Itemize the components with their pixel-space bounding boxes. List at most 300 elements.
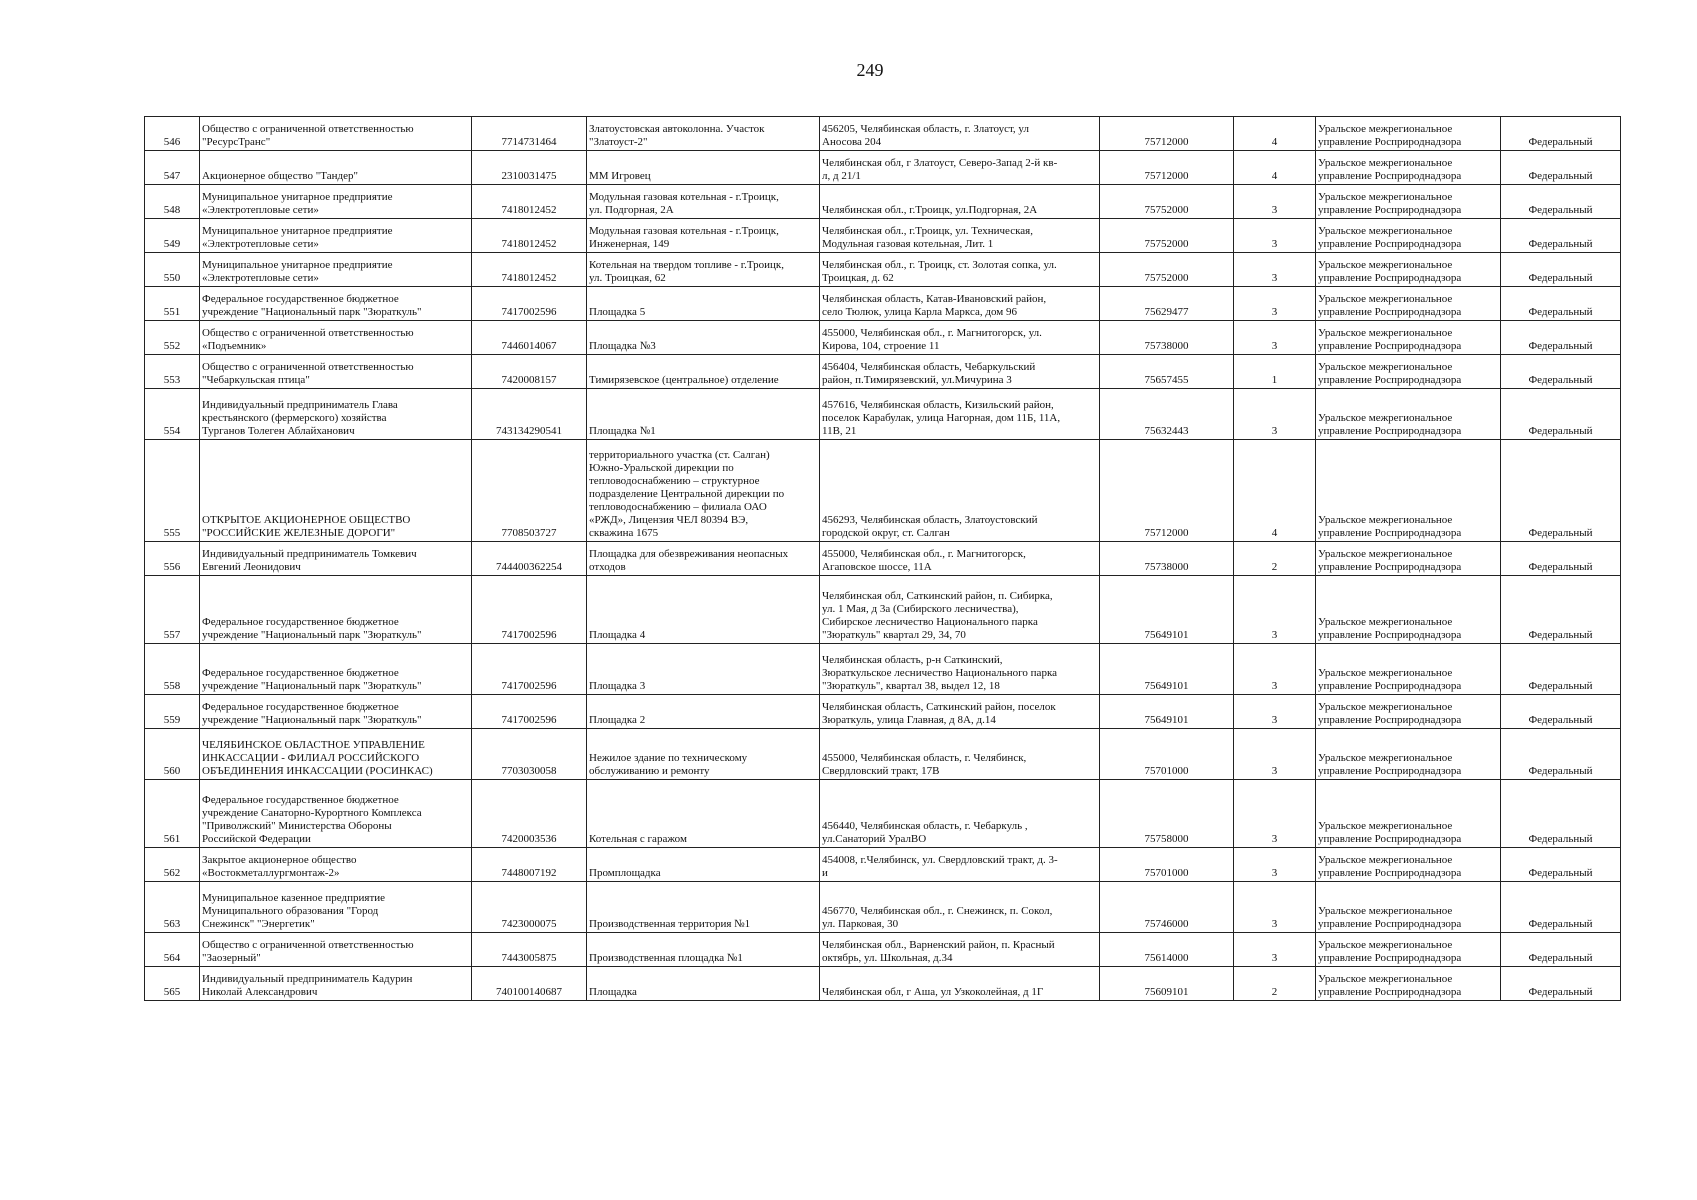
object-address: Челябинская обл., г.Троицк, ул. Техническая, Модульная газовая котельная, Лит. 1 bbox=[822, 225, 1033, 250]
row-number: 564 bbox=[163, 952, 181, 964]
table-body bbox=[145, 117, 1621, 1001]
organization-name-cell bbox=[200, 542, 472, 576]
object-name-cell bbox=[587, 967, 820, 1001]
supervisory-authority-cell bbox=[1316, 695, 1501, 729]
object-address-cell bbox=[820, 967, 1100, 1001]
risk-category: 3 bbox=[1271, 425, 1278, 437]
inn-code-cell bbox=[472, 117, 587, 151]
risk-category-cell bbox=[1234, 729, 1316, 780]
organization-name-cell bbox=[200, 848, 472, 882]
inn-code: 7714731464 bbox=[501, 136, 557, 148]
object-address: Челябинская область, Саткинский район, поселок Зюраткуль, улица Главная, д 8А, д.14 bbox=[822, 701, 1056, 726]
row-number: 556 bbox=[163, 561, 181, 573]
supervisory-authority: Уральское межрегиональное управление Росприроднадзора bbox=[1318, 327, 1462, 352]
risk-category-cell bbox=[1234, 151, 1316, 185]
inn-code-cell bbox=[472, 729, 587, 780]
object-name-cell bbox=[587, 219, 820, 253]
object-name: Площадка №1 bbox=[589, 425, 656, 437]
supervision-level: Федеральный bbox=[1528, 306, 1593, 318]
supervision-level: Федеральный bbox=[1528, 272, 1593, 284]
oktmo-code: 75738000 bbox=[1144, 561, 1189, 573]
oktmo-code: 75752000 bbox=[1144, 272, 1189, 284]
oktmo-code: 75609101 bbox=[1144, 986, 1189, 998]
organization-name: Муниципальное унитарное предприятие «Электротепловые сети» bbox=[202, 225, 393, 250]
supervisory-authority-cell bbox=[1316, 253, 1501, 287]
row-number-cell bbox=[145, 185, 200, 219]
row-number: 561 bbox=[163, 833, 181, 845]
object-name-cell bbox=[587, 440, 820, 542]
object-address-cell bbox=[820, 695, 1100, 729]
risk-category: 3 bbox=[1271, 272, 1278, 284]
object-name: Площадка для обезвреживания неопасных отходов bbox=[589, 548, 789, 573]
table-row bbox=[145, 967, 1621, 1001]
supervision-level: Федеральный bbox=[1528, 629, 1593, 641]
supervision-level-cell bbox=[1501, 644, 1621, 695]
oktmo-code-cell bbox=[1100, 151, 1234, 185]
table-row bbox=[145, 933, 1621, 967]
oktmo-code-cell bbox=[1100, 644, 1234, 695]
supervisory-authority: Уральское межрегиональное управление Росприроднадзора bbox=[1318, 820, 1462, 845]
supervision-level: Федеральный bbox=[1528, 867, 1593, 879]
object-name-cell bbox=[587, 321, 820, 355]
risk-category: 2 bbox=[1271, 561, 1278, 573]
oktmo-code-cell bbox=[1100, 355, 1234, 389]
object-address: Челябинская обл, г Аша, ул Узкоколейная, д 1Г bbox=[822, 986, 1044, 998]
supervision-level-cell bbox=[1501, 933, 1621, 967]
inn-code: 744400362254 bbox=[496, 561, 562, 573]
object-address: Челябинская обл., г.Троицк, ул.Подгорная, 2А bbox=[822, 204, 1038, 216]
supervisory-authority: Уральское межрегиональное управление Росприроднадзора bbox=[1318, 854, 1462, 879]
inn-code: 2310031475 bbox=[501, 170, 557, 182]
supervisory-authority-cell bbox=[1316, 882, 1501, 933]
supervisory-authority: Уральское межрегиональное управление Росприроднадзора bbox=[1318, 412, 1462, 437]
inn-code: 7420003536 bbox=[501, 833, 557, 845]
oktmo-code-cell bbox=[1100, 542, 1234, 576]
supervision-level-cell bbox=[1501, 695, 1621, 729]
supervisory-authority-cell bbox=[1316, 185, 1501, 219]
risk-category-cell bbox=[1234, 185, 1316, 219]
supervisory-authority: Уральское межрегиональное управление Росприроднадзора bbox=[1318, 123, 1462, 148]
risk-category-cell bbox=[1234, 644, 1316, 695]
oktmo-code-cell bbox=[1100, 389, 1234, 440]
supervisory-authority-cell bbox=[1316, 780, 1501, 848]
supervisory-authority: Уральское межрегиональное управление Росприроднадзора bbox=[1318, 157, 1462, 182]
page-number: 249 bbox=[856, 60, 884, 80]
organization-name-cell bbox=[200, 695, 472, 729]
risk-category: 4 bbox=[1271, 136, 1278, 148]
supervisory-authority-cell bbox=[1316, 219, 1501, 253]
object-address: 454008, г.Челябинск, ул. Свердловский тракт, д. 3- и bbox=[822, 854, 1058, 879]
organization-name-cell bbox=[200, 780, 472, 848]
object-name-cell bbox=[587, 151, 820, 185]
supervisory-authority: Уральское межрегиональное управление Росприроднадзора bbox=[1318, 293, 1462, 318]
supervisory-authority: Уральское межрегиональное управление Росприроднадзора bbox=[1318, 191, 1462, 216]
row-number: 559 bbox=[163, 714, 181, 726]
supervisory-authority-cell bbox=[1316, 967, 1501, 1001]
row-number: 552 bbox=[163, 340, 181, 352]
row-number: 563 bbox=[163, 918, 181, 930]
supervisory-authority: Уральское межрегиональное управление Росприроднадзора bbox=[1318, 225, 1462, 250]
row-number-cell bbox=[145, 321, 200, 355]
table-row bbox=[145, 389, 1621, 440]
inn-code-cell bbox=[472, 321, 587, 355]
table-row bbox=[145, 117, 1621, 151]
inn-code-cell bbox=[472, 695, 587, 729]
inn-code-cell bbox=[472, 219, 587, 253]
supervisory-authority-cell bbox=[1316, 848, 1501, 882]
organization-name: Федеральное государственное бюджетное учреждение Санаторно-Курортного Комплекса "Приволжский" Министерства Обороны Российской Федерации bbox=[202, 794, 422, 845]
inn-code-cell bbox=[472, 933, 587, 967]
risk-category: 3 bbox=[1271, 918, 1278, 930]
object-address-cell bbox=[820, 542, 1100, 576]
table-row bbox=[145, 848, 1621, 882]
organization-name: Общество с ограниченной ответственностью «Подъемник» bbox=[202, 327, 414, 352]
object-address-cell bbox=[820, 117, 1100, 151]
object-name: Площадка 3 bbox=[589, 680, 646, 692]
row-number: 560 bbox=[163, 765, 181, 777]
oktmo-code-cell bbox=[1100, 882, 1234, 933]
supervisory-authority-cell bbox=[1316, 576, 1501, 644]
risk-category-cell bbox=[1234, 287, 1316, 321]
object-name: Площадка 2 bbox=[589, 714, 646, 726]
row-number: 548 bbox=[163, 204, 181, 216]
supervision-level-cell bbox=[1501, 185, 1621, 219]
oktmo-code: 75738000 bbox=[1144, 340, 1189, 352]
registry-table bbox=[144, 116, 1621, 1001]
supervisory-authority-cell bbox=[1316, 287, 1501, 321]
supervisory-authority-cell bbox=[1316, 117, 1501, 151]
inn-code: 7423000075 bbox=[501, 918, 557, 930]
organization-name: Индивидуальный предприниматель Томкевич Евгений Леонидович bbox=[202, 548, 417, 573]
organization-name-cell bbox=[200, 253, 472, 287]
object-address-cell bbox=[820, 882, 1100, 933]
object-name: Производственная территория №1 bbox=[589, 918, 751, 930]
supervision-level-cell bbox=[1501, 117, 1621, 151]
supervisory-authority: Уральское межрегиональное управление Росприроднадзора bbox=[1318, 973, 1462, 998]
oktmo-code: 75614000 bbox=[1144, 952, 1189, 964]
row-number-cell bbox=[145, 695, 200, 729]
oktmo-code-cell bbox=[1100, 933, 1234, 967]
risk-category-cell bbox=[1234, 882, 1316, 933]
supervision-level-cell bbox=[1501, 287, 1621, 321]
oktmo-code-cell bbox=[1100, 321, 1234, 355]
supervisory-authority: Уральское межрегиональное управление Росприроднадзора bbox=[1318, 701, 1462, 726]
organization-name-cell bbox=[200, 151, 472, 185]
object-name-cell bbox=[587, 644, 820, 695]
risk-category-cell bbox=[1234, 695, 1316, 729]
row-number: 550 bbox=[163, 272, 181, 284]
inn-code-cell bbox=[472, 185, 587, 219]
risk-category: 3 bbox=[1271, 952, 1278, 964]
inn-code: 7708503727 bbox=[501, 527, 557, 539]
risk-category-cell bbox=[1234, 933, 1316, 967]
supervisory-authority: Уральское межрегиональное управление Росприроднадзора bbox=[1318, 514, 1462, 539]
table-row bbox=[145, 780, 1621, 848]
inn-code-cell bbox=[472, 151, 587, 185]
inn-code-cell bbox=[472, 389, 587, 440]
supervision-level: Федеральный bbox=[1528, 204, 1593, 216]
oktmo-code: 75746000 bbox=[1144, 918, 1189, 930]
supervision-level: Федеральный bbox=[1528, 561, 1593, 573]
supervisory-authority: Уральское межрегиональное управление Росприроднадзора bbox=[1318, 752, 1462, 777]
object-name: Площадка 5 bbox=[589, 306, 646, 318]
object-name: Златоустовская автоколонна. Участок "Златоуст-2" bbox=[589, 123, 765, 148]
object-name: Площадка 4 bbox=[589, 629, 646, 641]
object-name: Модульная газовая котельная - г.Троицк, ул. Подгорная, 2А bbox=[589, 191, 779, 216]
organization-name-cell bbox=[200, 389, 472, 440]
oktmo-code: 75712000 bbox=[1144, 527, 1189, 539]
object-address: 455000, Челябинская обл., г. Магнитогорск, Агаповское шоссе, 11А bbox=[822, 548, 1026, 573]
organization-name: Федеральное государственное бюджетное учреждение "Национальный парк "Зюраткуль" bbox=[202, 667, 422, 692]
supervisory-authority-cell bbox=[1316, 644, 1501, 695]
inn-code-cell bbox=[472, 253, 587, 287]
object-name-cell bbox=[587, 695, 820, 729]
object-name-cell bbox=[587, 576, 820, 644]
supervisory-authority: Уральское межрегиональное управление Росприроднадзора bbox=[1318, 616, 1462, 641]
oktmo-code: 75649101 bbox=[1144, 714, 1189, 726]
inn-code: 7418012452 bbox=[501, 272, 557, 284]
row-number: 554 bbox=[163, 425, 181, 437]
risk-category-cell bbox=[1234, 219, 1316, 253]
supervisory-authority: Уральское межрегиональное управление Росприроднадзора bbox=[1318, 939, 1462, 964]
object-name-cell bbox=[587, 185, 820, 219]
object-address-cell bbox=[820, 219, 1100, 253]
row-number: 555 bbox=[163, 527, 181, 539]
oktmo-code: 75632443 bbox=[1144, 425, 1189, 437]
object-name: Площадка bbox=[589, 986, 637, 998]
organization-name-cell bbox=[200, 882, 472, 933]
risk-category-cell bbox=[1234, 389, 1316, 440]
row-number: 557 bbox=[163, 629, 181, 641]
supervision-level-cell bbox=[1501, 576, 1621, 644]
inn-code: 7420008157 bbox=[501, 374, 557, 386]
object-address: Челябинская область, Катав-Ивановский район, село Тюлюк, улица Карла Маркса, дом 96 bbox=[822, 293, 1047, 318]
inn-code: 7446014067 bbox=[501, 340, 557, 352]
object-name: Нежилое здание по техническому обслуживанию и ремонту bbox=[589, 752, 748, 777]
row-number-cell bbox=[145, 389, 200, 440]
oktmo-code-cell bbox=[1100, 780, 1234, 848]
inn-code-cell bbox=[472, 780, 587, 848]
inn-code: 7703030058 bbox=[501, 765, 557, 777]
oktmo-code-cell bbox=[1100, 253, 1234, 287]
supervision-level-cell bbox=[1501, 440, 1621, 542]
object-address: Челябинская обл, Саткинский район, п. Сибирка, ул. 1 Мая, д 3а (Сибирского лесничества), Сибирское лесничество Национального парка "Зюраткуль" квартал 29, 34, 70 bbox=[822, 590, 1053, 641]
oktmo-code: 75701000 bbox=[1144, 765, 1189, 777]
row-number-cell bbox=[145, 117, 200, 151]
risk-category: 4 bbox=[1271, 527, 1278, 539]
inn-code-cell bbox=[472, 576, 587, 644]
object-address: 457616, Челябинская область, Кизильский район, поселок Карабулак, улица Нагорная, дом 11Б, 11А, 11В, 21 bbox=[822, 399, 1061, 437]
risk-category: 3 bbox=[1271, 867, 1278, 879]
object-address-cell bbox=[820, 933, 1100, 967]
organization-name: Общество с ограниченной ответственностью "Заозерный" bbox=[202, 939, 414, 964]
supervision-level: Федеральный bbox=[1528, 238, 1593, 250]
organization-name: Муниципальное казенное предприятие Муниципального образования "Город Снежинск" "Энергетик" bbox=[202, 892, 386, 930]
organization-name: Федеральное государственное бюджетное учреждение "Национальный парк "Зюраткуль" bbox=[202, 701, 422, 726]
oktmo-code: 75649101 bbox=[1144, 680, 1189, 692]
oktmo-code: 75649101 bbox=[1144, 629, 1189, 641]
risk-category: 3 bbox=[1271, 680, 1278, 692]
supervision-level: Федеральный bbox=[1528, 136, 1593, 148]
row-number: 558 bbox=[163, 680, 181, 692]
oktmo-code: 75712000 bbox=[1144, 136, 1189, 148]
table-row bbox=[145, 576, 1621, 644]
organization-name-cell bbox=[200, 644, 472, 695]
object-address-cell bbox=[820, 355, 1100, 389]
supervision-level-cell bbox=[1501, 882, 1621, 933]
row-number-cell bbox=[145, 780, 200, 848]
risk-category: 3 bbox=[1271, 204, 1278, 216]
organization-name-cell bbox=[200, 185, 472, 219]
object-address-cell bbox=[820, 644, 1100, 695]
row-number: 565 bbox=[163, 986, 181, 998]
supervisory-authority-cell bbox=[1316, 355, 1501, 389]
table-row bbox=[145, 644, 1621, 695]
organization-name-cell bbox=[200, 219, 472, 253]
inn-code: 7443005875 bbox=[501, 952, 557, 964]
supervisory-authority: Уральское межрегиональное управление Росприроднадзора bbox=[1318, 667, 1462, 692]
organization-name: Муниципальное унитарное предприятие «Электротепловые сети» bbox=[202, 191, 393, 216]
oktmo-code-cell bbox=[1100, 185, 1234, 219]
risk-category-cell bbox=[1234, 542, 1316, 576]
inn-code: 7417002596 bbox=[501, 629, 557, 641]
row-number: 547 bbox=[163, 170, 181, 182]
supervision-level: Федеральный bbox=[1528, 527, 1593, 539]
organization-name: ЧЕЛЯБИНСКОЕ ОБЛАСТНОЕ УПРАВЛЕНИЕ ИНКАССАЦИИ - ФИЛИАЛ РОССИЙСКОГО ОБЪЕДИНЕНИЯ ИНКАССАЦИИ (РОСИНКАС) bbox=[202, 739, 433, 777]
supervision-level: Федеральный bbox=[1528, 952, 1593, 964]
row-number-cell bbox=[145, 729, 200, 780]
supervisory-authority-cell bbox=[1316, 151, 1501, 185]
supervision-level-cell bbox=[1501, 321, 1621, 355]
organization-name: Общество с ограниченной ответственностью "РесурсТранс" bbox=[202, 123, 414, 148]
supervision-level-cell bbox=[1501, 729, 1621, 780]
supervision-level: Федеральный bbox=[1528, 986, 1593, 998]
row-number-cell bbox=[145, 848, 200, 882]
supervision-level: Федеральный bbox=[1528, 918, 1593, 930]
oktmo-code-cell bbox=[1100, 576, 1234, 644]
object-name: Промплощадка bbox=[589, 867, 661, 879]
oktmo-code-cell bbox=[1100, 695, 1234, 729]
object-name-cell bbox=[587, 355, 820, 389]
supervisory-authority: Уральское межрегиональное управление Росприроднадзора bbox=[1318, 905, 1462, 930]
row-number-cell bbox=[145, 151, 200, 185]
inn-code: 7417002596 bbox=[501, 714, 557, 726]
organization-name: Индивидуальный предприниматель Кадурин Николай Александрович bbox=[202, 973, 413, 998]
inn-code: 7417002596 bbox=[501, 680, 557, 692]
object-address-cell bbox=[820, 848, 1100, 882]
object-address-cell bbox=[820, 729, 1100, 780]
organization-name: Муниципальное унитарное предприятие «Электротепловые сети» bbox=[202, 259, 393, 284]
inn-code-cell bbox=[472, 355, 587, 389]
object-name: Котельная на твердом топливе - г.Троицк, ул. Троицкая, 62 bbox=[589, 259, 784, 284]
supervisory-authority-cell bbox=[1316, 933, 1501, 967]
supervisory-authority-cell bbox=[1316, 321, 1501, 355]
oktmo-code: 75629477 bbox=[1144, 306, 1189, 318]
row-number: 562 bbox=[163, 867, 181, 879]
supervision-level: Федеральный bbox=[1528, 765, 1593, 777]
object-name-cell bbox=[587, 117, 820, 151]
supervision-level-cell bbox=[1501, 253, 1621, 287]
oktmo-code: 75758000 bbox=[1144, 833, 1189, 845]
risk-category: 3 bbox=[1271, 306, 1278, 318]
inn-code-cell bbox=[472, 882, 587, 933]
oktmo-code: 75701000 bbox=[1144, 867, 1189, 879]
object-address: 456404, Челябинская область, Чебаркульский район, п.Тимирязевский, ул.Мичурина 3 bbox=[822, 361, 1036, 386]
supervisory-authority-cell bbox=[1316, 389, 1501, 440]
organization-name: Федеральное государственное бюджетное учреждение "Национальный парк "Зюраткуль" bbox=[202, 616, 422, 641]
organization-name-cell bbox=[200, 321, 472, 355]
table-row bbox=[145, 695, 1621, 729]
supervisory-authority-cell bbox=[1316, 729, 1501, 780]
object-address: 456440, Челябинская область, г. Чебаркуль , ул.Санаторий УралВО bbox=[822, 820, 1028, 845]
oktmo-code-cell bbox=[1100, 729, 1234, 780]
supervision-level: Федеральный bbox=[1528, 170, 1593, 182]
inn-code-cell bbox=[472, 848, 587, 882]
object-name: Котельная с гаражом bbox=[589, 833, 687, 845]
oktmo-code: 75712000 bbox=[1144, 170, 1189, 182]
inn-code-cell bbox=[472, 440, 587, 542]
oktmo-code-cell bbox=[1100, 440, 1234, 542]
object-address-cell bbox=[820, 151, 1100, 185]
organization-name-cell bbox=[200, 117, 472, 151]
oktmo-code: 75752000 bbox=[1144, 204, 1189, 216]
row-number-cell bbox=[145, 967, 200, 1001]
object-address-cell bbox=[820, 780, 1100, 848]
table-row bbox=[145, 287, 1621, 321]
row-number-cell bbox=[145, 287, 200, 321]
object-name-cell bbox=[587, 253, 820, 287]
organization-name: ОТКРЫТОЕ АКЦИОНЕРНОЕ ОБЩЕСТВО "РОССИЙСКИЕ ЖЕЛЕЗНЫЕ ДОРОГИ" bbox=[202, 514, 411, 539]
risk-category: 3 bbox=[1271, 238, 1278, 250]
oktmo-code: 75752000 bbox=[1144, 238, 1189, 250]
object-address-cell bbox=[820, 440, 1100, 542]
oktmo-code-cell bbox=[1100, 219, 1234, 253]
oktmo-code-cell bbox=[1100, 117, 1234, 151]
supervision-level-cell bbox=[1501, 967, 1621, 1001]
supervision-level-cell bbox=[1501, 219, 1621, 253]
object-name: Площадка №3 bbox=[589, 340, 656, 352]
organization-name: Федеральное государственное бюджетное учреждение "Национальный парк "Зюраткуль" bbox=[202, 293, 422, 318]
organization-name-cell bbox=[200, 933, 472, 967]
table-row bbox=[145, 219, 1621, 253]
organization-name-cell bbox=[200, 355, 472, 389]
organization-name-cell bbox=[200, 967, 472, 1001]
supervision-level-cell bbox=[1501, 389, 1621, 440]
risk-category-cell bbox=[1234, 967, 1316, 1001]
organization-name: Индивидуальный предприниматель Глава крестьянского (фермерского) хозяйства Турганов Толеген Аблайханович bbox=[202, 399, 398, 437]
table-row bbox=[145, 151, 1621, 185]
inn-code-cell bbox=[472, 644, 587, 695]
organization-name-cell bbox=[200, 440, 472, 542]
risk-category-cell bbox=[1234, 253, 1316, 287]
risk-category: 1 bbox=[1271, 374, 1278, 386]
object-address: 456770, Челябинская обл., г. Снежинск, п. Сокол, ул. Парковая, 30 bbox=[822, 905, 1053, 930]
object-address-cell bbox=[820, 253, 1100, 287]
risk-category: 3 bbox=[1271, 714, 1278, 726]
table-row bbox=[145, 185, 1621, 219]
inn-code-cell bbox=[472, 287, 587, 321]
row-number-cell bbox=[145, 576, 200, 644]
risk-category: 3 bbox=[1271, 629, 1278, 641]
inn-code: 743134290541 bbox=[496, 425, 562, 437]
object-name-cell bbox=[587, 542, 820, 576]
risk-category: 4 bbox=[1271, 170, 1278, 182]
inn-code: 7418012452 bbox=[501, 204, 557, 216]
inn-code-cell bbox=[472, 967, 587, 1001]
supervision-level: Федеральный bbox=[1528, 340, 1593, 352]
supervision-level: Федеральный bbox=[1528, 374, 1593, 386]
object-address: Челябинская обл., Варненский район, п. Красный октябрь, ул. Школьная, д.34 bbox=[822, 939, 1055, 964]
